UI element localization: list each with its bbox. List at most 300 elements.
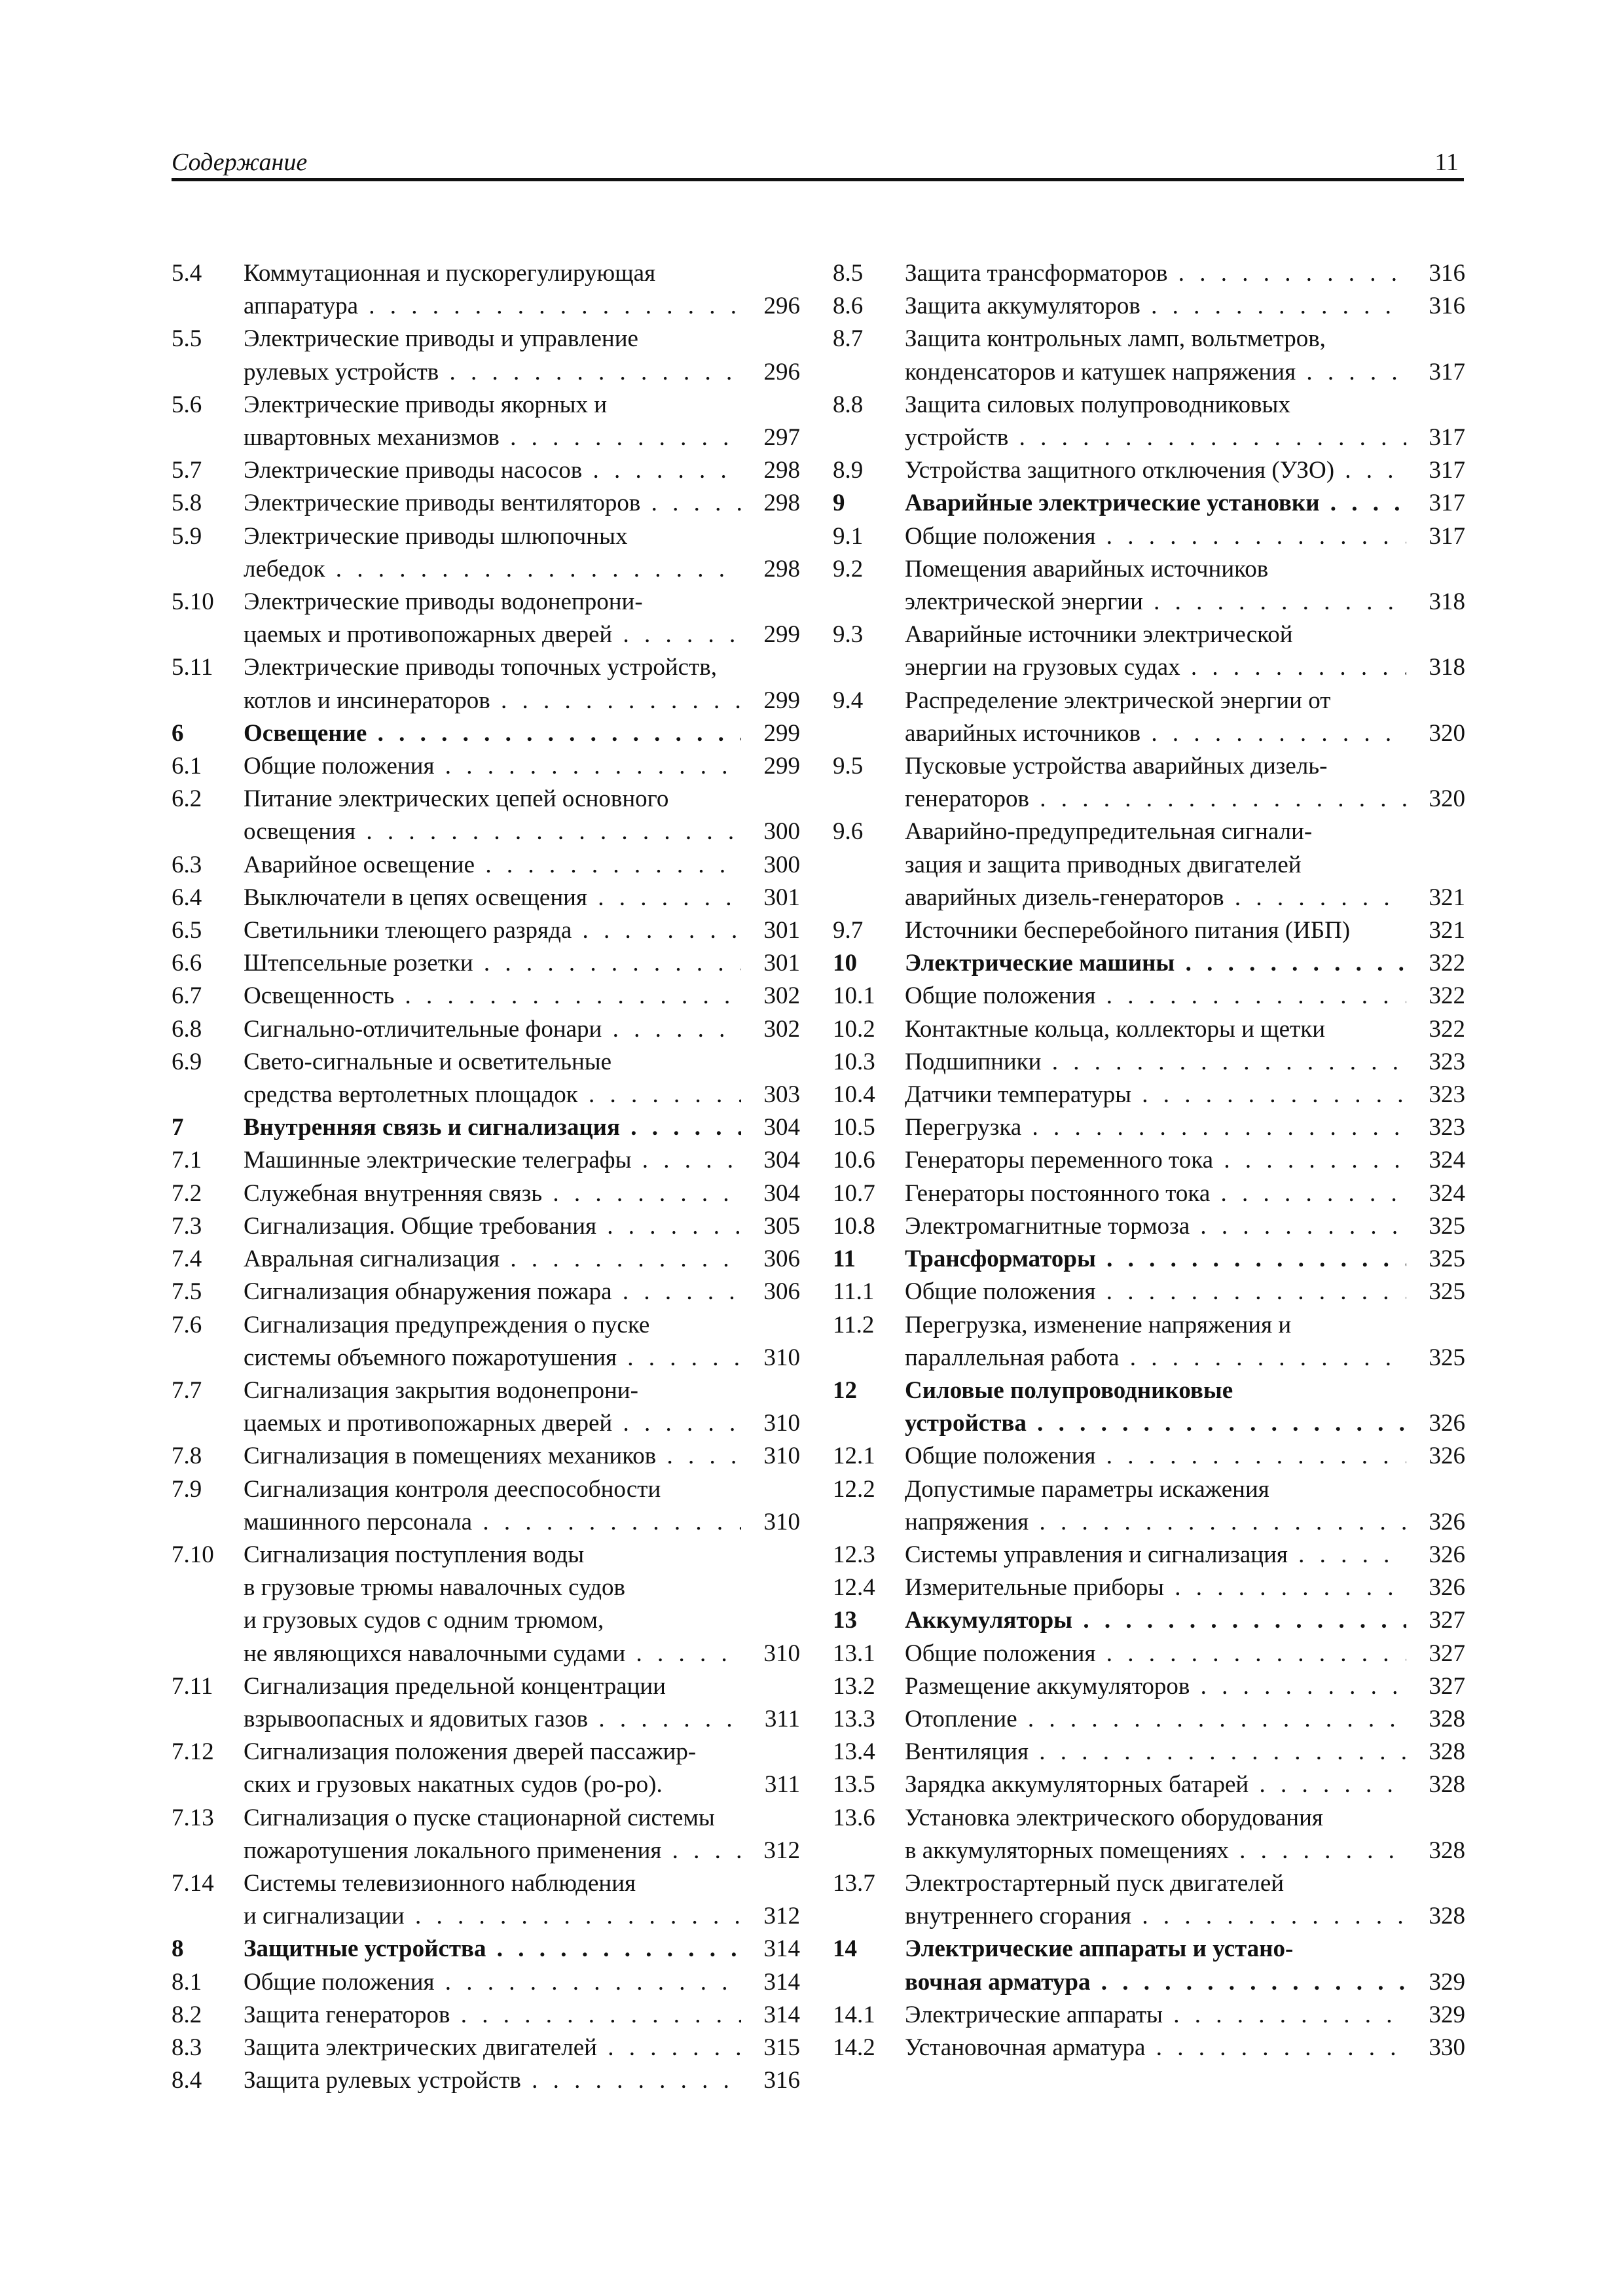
toc-entry-page: 327 [1429, 1607, 1465, 1634]
toc-entry-title [244, 487, 741, 520]
toc-entry-title-line: Общие положения . . . [905, 980, 1406, 1013]
toc-entry-title [905, 1210, 1406, 1243]
toc-entry-title [244, 750, 741, 783]
toc-entry-number: 10.8 [833, 1212, 875, 1240]
toc-entry-title-line: Общие положения . . . [905, 1440, 1406, 1473]
toc-entry [172, 1440, 800, 1473]
toc-entry-title-line: напряжения . . . [905, 1506, 1406, 1539]
toc-entry-page: 318 [1429, 654, 1465, 681]
toc-entry-title-line: Защита контрольных ламп, вольтметров, [905, 325, 1326, 353]
toc-entry-title-line: Электрические аппараты и устано- [905, 1935, 1294, 1963]
toc-entry-title-line: Устройства защитного отключения (УЗО) . . . [905, 454, 1406, 487]
toc-entry-title-line: швартовных механизмов . . . [244, 422, 741, 454]
toc-entry-title-line: Служебная внутренняя связь . . . [244, 1177, 741, 1210]
toc-entry-number: 12.2 [833, 1475, 875, 1503]
toc-entry [833, 1210, 1465, 1243]
toc-entry-title [244, 520, 741, 586]
toc-entry-title-line: Машинные электрические телеграфы . . . [244, 1144, 741, 1177]
toc-entry-page: 318 [1429, 588, 1465, 616]
toc-entry [172, 487, 800, 520]
toc-entry-page: 301 [763, 917, 800, 944]
toc-entry [833, 947, 1465, 980]
toc-entry-number: 5.7 [172, 457, 202, 484]
toc-entry [172, 2064, 800, 2097]
toc-entry-title-line: Авральная сигнализация . . . [244, 1243, 741, 1276]
toc-entry [833, 1276, 1465, 1308]
toc-entry-title-line: Установка электрического оборудования [905, 1804, 1323, 1831]
toc-entry-number: 8.7 [833, 325, 864, 353]
toc-entry-number: 8.2 [172, 2001, 202, 2028]
toc-entry-page: 323 [1429, 1114, 1465, 1141]
toc-entry-title-line: Электрические приводы насосов . . . [244, 454, 741, 487]
toc-entry-page: 311 [764, 1705, 800, 1732]
toc-entry-title-line: конденсаторов и катушек напряжения . . . [905, 356, 1406, 389]
toc-entry-page: 302 [763, 982, 800, 1010]
toc-entry-page: 327 [1429, 1640, 1465, 1667]
toc-entry-number: 9.6 [833, 818, 864, 846]
toc-entry-page: 321 [1429, 917, 1465, 944]
toc-right-column [833, 257, 1465, 2064]
toc-entry-page: 299 [763, 621, 800, 649]
toc-entry-title-line: Электрические приводы и управление [244, 325, 638, 353]
toc-entry [172, 1177, 800, 1210]
toc-entry-title [244, 1177, 741, 1210]
toc-entry-title [905, 1079, 1406, 1111]
toc-entry-title-line: Общие положения . . . [905, 520, 1406, 553]
toc-entry-title-line: Размещение аккумуляторов . . . [905, 1670, 1406, 1703]
toc-entry-title-line: Отопление . . . [905, 1703, 1406, 1736]
toc-entry-title-line: Общие положения . . . [244, 1966, 741, 1999]
toc-entry-page: 326 [1429, 1443, 1465, 1470]
toc-entry [833, 1768, 1465, 1801]
toc-entry-title-line: Защита рулевых устройств . . . [244, 2064, 741, 2097]
toc-entry-title-line: Перегрузка, изменение напряжения и [905, 1311, 1292, 1338]
toc-entry-number: 9.4 [833, 687, 864, 714]
toc-entry-page: 328 [1429, 1705, 1465, 1732]
toc-entry-title [905, 1768, 1406, 1801]
toc-entry-title-line: Сигнализация контроля дееспособности [244, 1475, 661, 1503]
toc-entry [833, 389, 1465, 454]
toc-entry-page: 317 [1429, 358, 1465, 386]
toc-entry-page: 326 [1429, 1574, 1465, 1602]
toc-entry-number: 12.4 [833, 1574, 875, 1602]
toc-entry [833, 323, 1465, 388]
toc-entry-number: 12.1 [833, 1443, 875, 1470]
toc-entry-title-line: Сигнально-отличительные фонари . . . [244, 1013, 741, 1046]
toc-entry [172, 1276, 800, 1308]
toc-entry-title [905, 520, 1406, 553]
toc-entry [172, 1243, 800, 1276]
toc-entry-page: 304 [763, 1147, 800, 1174]
toc-entry-title-line: Питание электрических цепей основного [244, 785, 669, 813]
toc-entry [833, 1933, 1465, 1998]
toc-entry-page: 324 [1429, 1179, 1465, 1207]
toc-entry-title-line: Аккумуляторы . . . [905, 1604, 1406, 1637]
toc-entry [172, 323, 800, 388]
toc-entry [833, 1670, 1465, 1703]
toc-entry [833, 1571, 1465, 1604]
toc-entry-page: 312 [763, 1837, 800, 1864]
running-header [172, 145, 1464, 179]
toc-entry-title [244, 2064, 741, 2097]
toc-entry [172, 1374, 800, 1440]
toc-entry-title [244, 1440, 741, 1473]
toc-entry-number: 13.5 [833, 1771, 875, 1799]
header-rule [172, 178, 1464, 181]
toc-entry-page: 322 [1429, 950, 1465, 977]
toc-entry-title-line: Электрические приводы шлюпочных [244, 522, 628, 550]
toc-entry-page: 314 [763, 1968, 800, 1996]
toc-entry [172, 1867, 800, 1933]
toc-entry-page: 315 [763, 2034, 800, 2061]
toc-entry-page: 310 [763, 1508, 800, 1535]
toc-entry-title-line: Общие положения . . . [244, 750, 741, 783]
toc-entry-number: 10.1 [833, 982, 875, 1010]
toc-entry-title [244, 1736, 741, 1801]
toc-entry-title-line: Системы телевизионного наблюдения [244, 1869, 636, 1897]
toc-entry-page: 317 [1429, 424, 1465, 452]
toc-entry [172, 980, 800, 1013]
toc-entry-number: 13.4 [833, 1738, 875, 1766]
toc-entry-page: 320 [1429, 785, 1465, 813]
toc-entry-page: 321 [1429, 884, 1465, 911]
toc-entry-page: 302 [763, 1015, 800, 1043]
toc-entry-title [244, 1210, 741, 1243]
toc-entry-page: 317 [1429, 490, 1465, 517]
toc-entry [172, 1736, 800, 1801]
toc-entry-title [905, 816, 1406, 914]
toc-entry [172, 1013, 800, 1046]
toc-entry-title-line: Электрические приводы топочных устройств, [244, 654, 717, 681]
toc-entry [833, 816, 1465, 914]
toc-entry [172, 1046, 800, 1111]
toc-entry-number: 13.2 [833, 1672, 875, 1700]
toc-entry-number: 11.2 [833, 1311, 875, 1338]
toc-entry [172, 454, 800, 487]
toc-entry-number: 10.3 [833, 1048, 875, 1075]
toc-entry-title-line: аварийных источников . . . [905, 717, 1406, 750]
toc-entry-title-line: электрической энергии . . . [905, 586, 1406, 619]
toc-entry-title-line: Защита трансформаторов . . . [905, 257, 1406, 290]
toc-entry-number: 8.1 [172, 1968, 202, 1996]
toc-entry-page: 306 [763, 1278, 800, 1306]
toc-entry-title [244, 882, 741, 914]
toc-entry-title-line: Подшипники . . . [905, 1046, 1406, 1079]
toc-entry [172, 586, 800, 651]
toc-entry-title-line: Защита силовых полупроводниковых [905, 391, 1290, 418]
toc-entry [833, 685, 1465, 750]
toc-entry-title-line: Сигнализация. Общие требования . . . [244, 1210, 741, 1243]
toc-entry-number: 14 [833, 1935, 857, 1963]
toc-entry-title-line: Аварийные источники электрической [905, 621, 1293, 649]
toc-entry-number: 6.2 [172, 785, 202, 813]
toc-entry-title-line: средства вертолетных площадок . . . [244, 1079, 741, 1111]
toc-entry-title [244, 323, 741, 388]
toc-entry-title-line: системы объемного пожаротушения . . . [244, 1342, 741, 1374]
toc-entry-title [244, 1867, 741, 1933]
toc-entry-title-line: Защита генераторов . . . [244, 1999, 741, 2032]
toc-entry-title-line: Электрические аппараты . . . [905, 1999, 1406, 2032]
toc-entry-title [244, 849, 741, 882]
toc-entry [833, 1802, 1465, 1867]
toc-entry-title-line: Аварийные электрические установки . . . [905, 487, 1406, 520]
toc-entry-title [905, 619, 1406, 684]
toc-entry-title-line: Пусковые устройства аварийных дизель- [905, 753, 1328, 780]
toc-entry-title-line: Помещения аварийных источников [905, 555, 1269, 583]
toc-entry [833, 1539, 1465, 1571]
toc-entry-page: 323 [1429, 1048, 1465, 1075]
toc-entry-title [905, 1802, 1406, 1867]
toc-entry-title [244, 454, 741, 487]
toc-entry [833, 1309, 1465, 1374]
toc-entry-title [244, 1243, 741, 1276]
toc-entry [833, 553, 1465, 619]
toc-entry-number: 7.14 [172, 1869, 214, 1897]
toc-entry [172, 914, 800, 947]
toc-entry-number: 8.5 [833, 260, 864, 287]
toc-entry-number: 5.9 [172, 522, 202, 550]
toc-entry-title-line: цаемых и противопожарных дверей . . . [244, 1407, 741, 1440]
toc-entry-number: 14.2 [833, 2034, 875, 2061]
toc-entry-number: 8.4 [172, 2067, 202, 2094]
toc-entry [172, 1473, 800, 1539]
toc-entry-number: 12.3 [833, 1541, 875, 1568]
toc-entry-title-line: Установочная арматура . . . [905, 2032, 1406, 2064]
toc-entry-title-line: Светильники тлеющего разряда . . . [244, 914, 741, 947]
toc-entry-title [905, 1736, 1406, 1768]
toc-entry-number: 7.10 [172, 1541, 214, 1568]
toc-entry-title [244, 1473, 741, 1539]
toc-entry-number: 9.2 [833, 555, 864, 583]
toc-entry [172, 1999, 800, 2032]
toc-entry [833, 1440, 1465, 1473]
toc-entry-title [905, 1276, 1406, 1308]
toc-entry-page: 325 [1429, 1212, 1465, 1240]
toc-entry-title [905, 454, 1406, 487]
toc-entry-title-line: Защитные устройства . . . [244, 1933, 741, 1965]
toc-entry [172, 1144, 800, 1177]
toc-entry-title-line: освещения . . . [244, 816, 741, 848]
toc-entry-page: 310 [763, 1443, 800, 1470]
toc-entry-title [244, 1802, 741, 1867]
toc-entry-title-line: Зарядка аккумуляторных батарей . . . [905, 1768, 1406, 1801]
toc-entry-number: 6.6 [172, 950, 202, 977]
toc-entry-page: 327 [1429, 1672, 1465, 1700]
toc-entry [172, 520, 800, 586]
toc-entry-page: 326 [1429, 1410, 1465, 1437]
toc-entry [833, 257, 1465, 290]
toc-entry-title-line: Генераторы постоянного тока . . . [905, 1177, 1406, 1210]
toc-entry-title-line: Штепсельные розетки . . . [244, 947, 741, 980]
toc-entry-title-line: и сигнализации . . . [244, 1900, 741, 1933]
toc-entry [833, 1243, 1465, 1276]
toc-entry-title [244, 914, 741, 947]
toc-entry-page: 299 [763, 687, 800, 714]
toc-entry-title-line: Аварийно-предупредительная сигнали- [905, 818, 1313, 846]
toc-entry-title-line: ских и грузовых накатных судов (ро-ро). [244, 1771, 663, 1799]
toc-entry [833, 1999, 1465, 2032]
toc-entry-number: 8 [172, 1935, 184, 1963]
toc-entry [833, 619, 1465, 684]
toc-entry-page: 324 [1429, 1147, 1465, 1174]
toc-entry-page: 328 [1429, 1903, 1465, 1930]
toc-entry-title [905, 1539, 1406, 1571]
toc-entry-title-line: Свето-сигнальные и осветительные [244, 1048, 612, 1075]
toc-entry [833, 290, 1465, 323]
toc-entry-number: 10.6 [833, 1147, 875, 1174]
toc-entry-title [244, 1670, 741, 1736]
toc-entry-title [905, 1374, 1406, 1440]
toc-entry [833, 1177, 1465, 1210]
toc-entry-number: 6.7 [172, 982, 202, 1010]
toc-entry-page: 303 [763, 1081, 800, 1109]
toc-entry-number: 7.11 [172, 1672, 213, 1700]
toc-entry-page: 300 [763, 818, 800, 846]
toc-entry-page: 314 [763, 2001, 800, 2028]
toc-entry [172, 750, 800, 783]
toc-entry-title-line: Защита электрических двигателей . . . [244, 2032, 741, 2064]
toc-entry-title-line: Силовые полупроводниковые [905, 1376, 1233, 1404]
toc-entry-title [905, 1309, 1406, 1374]
toc-entry-title-line: генераторов . . . [905, 783, 1406, 816]
toc-entry-number: 9.3 [833, 621, 864, 649]
toc-entry-title-line: Выключатели в цепях освещения . . . [244, 882, 741, 914]
toc-entry-title-line: Электрические приводы якорных и [244, 391, 608, 418]
toc-entry-title-line: лебедок . . . [244, 553, 741, 586]
toc-entry-number: 7.7 [172, 1376, 202, 1404]
toc-entry-title [244, 1966, 741, 1999]
toc-entry-title-line: Системы управления и сигнализация . . . [905, 1539, 1406, 1571]
toc-entry-number: 7.1 [172, 1147, 202, 1174]
toc-entry-title-line: Внутренняя связь и сигнализация . . . [244, 1111, 741, 1144]
toc-entry-title [905, 1013, 1406, 1046]
toc-entry-page: 304 [763, 1179, 800, 1207]
toc-entry-title [905, 1144, 1406, 1177]
toc-entry [833, 1736, 1465, 1768]
toc-entry-title-line: зация и защита приводных двигателей [905, 851, 1302, 878]
toc-entry-page: 323 [1429, 1081, 1465, 1109]
toc-entry-page: 317 [1429, 457, 1465, 484]
toc-entry-title [905, 947, 1406, 980]
toc-entry-number: 9.5 [833, 753, 864, 780]
toc-entry-title-line: котлов и инсинераторов . . . [244, 685, 741, 717]
toc-entry-title [244, 389, 741, 454]
toc-entry-title [244, 1999, 741, 2032]
toc-entry-number: 6.8 [172, 1015, 202, 1043]
toc-entry-title [244, 980, 741, 1013]
toc-entry-number: 14.1 [833, 2001, 875, 2028]
toc-entry-page: 299 [763, 719, 800, 747]
toc-entry-number: 6.3 [172, 851, 202, 878]
toc-entry-title-line: Сигнализация положения дверей пассажир- [244, 1738, 697, 1766]
toc-entry-title [905, 2032, 1406, 2064]
toc-entry [172, 717, 800, 750]
toc-entry-title [244, 1276, 741, 1308]
toc-entry-page: 298 [763, 490, 800, 517]
toc-entry-title [244, 2032, 741, 2064]
toc-entry-title [905, 980, 1406, 1013]
toc-entry-number: 7.12 [172, 1738, 214, 1766]
toc-entry [172, 389, 800, 454]
toc-entry-page: 310 [763, 1410, 800, 1437]
toc-left-column [172, 257, 800, 2097]
toc-entry-title-line: Источники бесперебойного питания (ИБП) [905, 917, 1351, 944]
toc-entry [833, 1046, 1465, 1079]
toc-entry-number: 5.8 [172, 490, 202, 517]
toc-entry [833, 750, 1465, 816]
toc-entry-number: 13.7 [833, 1869, 875, 1897]
toc-entry-page: 312 [763, 1903, 800, 1930]
toc-entry-title [905, 487, 1406, 520]
toc-entry-title-line: Коммутационная и пускорегулирующая [244, 260, 656, 287]
toc-entry-number: 10 [833, 950, 857, 977]
toc-entry-page: 322 [1429, 1015, 1465, 1043]
toc-entry-title [905, 1999, 1406, 2032]
toc-entry-title [244, 1309, 741, 1374]
toc-entry-title [905, 1243, 1406, 1276]
toc-entry-page: 320 [1429, 719, 1465, 747]
toc-entry [833, 1473, 1465, 1539]
toc-entry-number: 5.11 [172, 654, 213, 681]
toc-entry-page: 328 [1429, 1837, 1465, 1864]
toc-entry-title-line: в грузовые трюмы навалочных судов [244, 1574, 625, 1602]
toc-entry-title [905, 1571, 1406, 1604]
toc-entry-page: 328 [1429, 1738, 1465, 1766]
toc-entry-page: 316 [763, 2067, 800, 2094]
toc-entry-title [244, 1013, 741, 1046]
toc-entry-page: 310 [763, 1640, 800, 1667]
toc-entry-title-line: устройства . . . [905, 1407, 1406, 1440]
toc-entry-title [244, 1539, 741, 1670]
toc-entry-title [905, 1638, 1406, 1670]
toc-entry-page: 306 [763, 1246, 800, 1273]
toc-entry-title-line: Перегрузка . . . [905, 1111, 1406, 1144]
toc-entry-page: 329 [1429, 1968, 1465, 1996]
toc-entry-title-line: вочная арматура . . . [905, 1966, 1406, 1999]
toc-entry-title [244, 1144, 741, 1177]
toc-entry-number: 8.8 [833, 391, 864, 418]
toc-entry [833, 2032, 1465, 2064]
toc-entry [172, 1111, 800, 1144]
toc-entry-title-line: и грузовых судов с одним трюмом, [244, 1607, 604, 1634]
toc-entry-title [905, 1177, 1406, 1210]
toc-entry-title-line: Сигнализация предупреждения о пуске [244, 1311, 650, 1338]
toc-entry [172, 2032, 800, 2064]
toc-entry-page: 298 [763, 457, 800, 484]
toc-entry [833, 487, 1465, 520]
header-title: Содержание [172, 149, 308, 176]
toc-entry-number: 5.4 [172, 260, 202, 287]
toc-entry-number: 6.1 [172, 753, 202, 780]
toc-entry [833, 1079, 1465, 1111]
toc-entry-title-line: устройств . . . [905, 422, 1406, 454]
toc-entry-title-line: Сигнализация предельной концентрации [244, 1672, 666, 1700]
toc-entry-title-line: не являющихся навалочными судами . . . [244, 1638, 741, 1670]
toc-entry-title [905, 1111, 1406, 1144]
toc-entry-title [905, 1440, 1406, 1473]
toc-entry-title [905, 1473, 1406, 1539]
toc-entry-number: 10.2 [833, 1015, 875, 1043]
toc-entry-page: 300 [763, 851, 800, 878]
toc-entry-title-line: рулевых устройств . . . [244, 356, 741, 389]
toc-entry-page: 296 [763, 358, 800, 386]
toc-entry-title-line: взрывоопасных и ядовитых газов . . . [244, 1703, 741, 1736]
toc-entry-number: 11.1 [833, 1278, 875, 1306]
toc-entry-number: 5.6 [172, 391, 202, 418]
toc-entry-page: 325 [1429, 1344, 1465, 1371]
toc-entry [172, 882, 800, 914]
toc-entry-title [905, 1867, 1406, 1933]
